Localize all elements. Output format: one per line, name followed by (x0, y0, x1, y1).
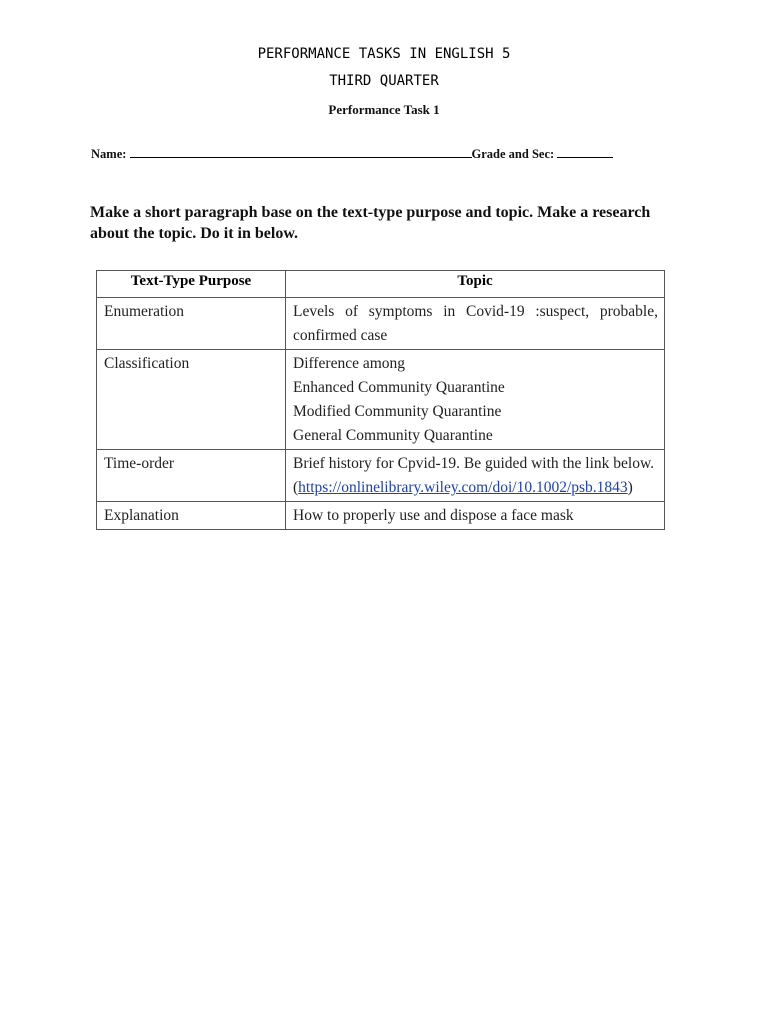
topic-text: Difference among (293, 355, 406, 372)
grade-label: Grade and Sec: (471, 147, 555, 161)
purpose-cell: Classification (97, 350, 286, 450)
grade-blank-line (557, 146, 613, 158)
name-label: Name: (91, 147, 127, 161)
header-topic: Topic (286, 271, 665, 298)
table-row (97, 450, 665, 502)
link-paren-close: ) (627, 479, 633, 496)
name-blank-line (130, 146, 472, 158)
topic-text: Modified Community Quarantine (293, 403, 502, 420)
table-row (97, 350, 665, 450)
topic-cell (286, 450, 665, 502)
purpose-cell: Explanation (97, 502, 286, 530)
table-header-row (97, 271, 665, 298)
topic-cell (286, 298, 665, 350)
task-heading: Performance Task 1 (328, 102, 440, 117)
purpose-cell: Time-order (97, 450, 286, 502)
link-paren-open: ( (293, 479, 299, 496)
quarter-heading: THIRD QUARTER (329, 73, 439, 89)
topic-text: How to properly use and dispose a face mask (293, 507, 574, 524)
cut-off-text-artifact (96, 257, 664, 265)
topic-cell (286, 502, 665, 530)
purpose-cell: Enumeration (97, 298, 286, 350)
topic-text: General Community Quarantine (293, 427, 493, 444)
topic-text: Enhanced Community Quarantine (293, 379, 505, 396)
topic-text: Levels of symptoms in Covid-19 :suspect, probable, confirmed case (293, 303, 658, 344)
instructions: Make a short paragraph base on the text-type purpose and topic. Make a research about the topic. Do it in below. (90, 204, 651, 242)
table-row (97, 502, 665, 530)
table-row (97, 298, 665, 350)
document-title: PERFORMANCE TASKS IN ENGLISH 5 (257, 46, 511, 62)
topic-cell (286, 350, 665, 450)
task-table (96, 270, 665, 530)
topic-text: Brief history for Cpvid-19. Be guided with the link below. (293, 455, 655, 472)
research-link[interactable]: https://onlinelibrary.wiley.com/doi/10.1002/psb.1843 (298, 479, 628, 496)
name-grade-row (91, 146, 691, 162)
header-text-type-purpose: Text-Type Purpose (97, 271, 286, 298)
link-line (293, 476, 658, 500)
